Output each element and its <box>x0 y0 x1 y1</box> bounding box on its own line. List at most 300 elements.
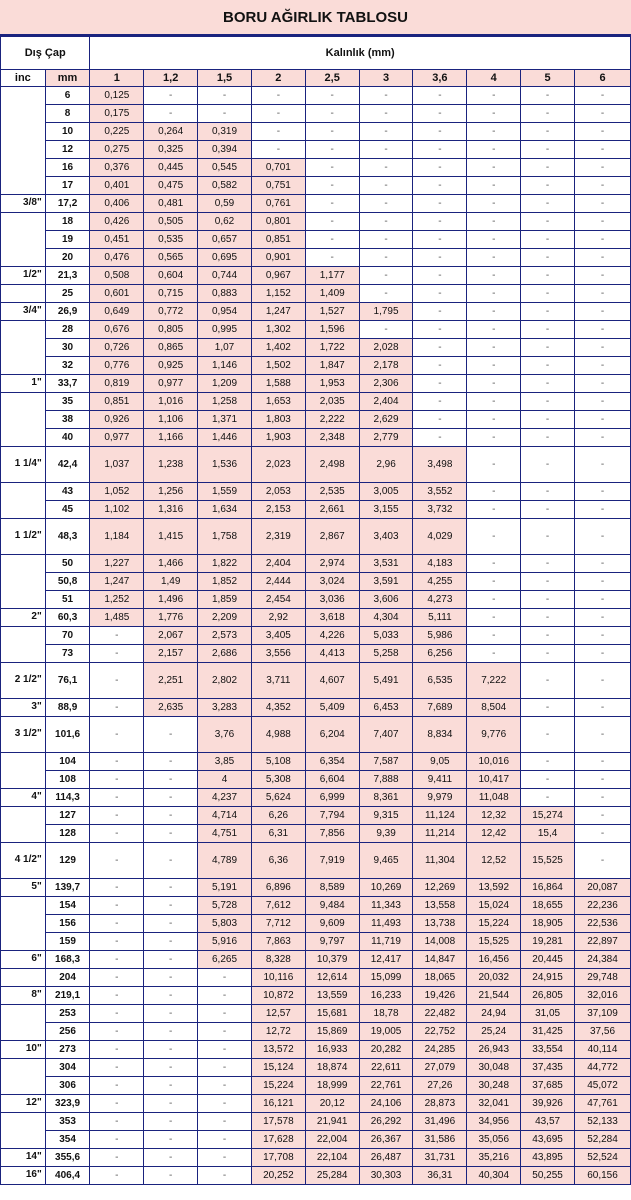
table-row <box>1 87 631 105</box>
weight-cell: 0,954 <box>198 303 252 321</box>
mm-size-cell: 353 <box>45 1113 90 1131</box>
weight-cell: - <box>90 1113 144 1131</box>
weight-cell: 21,544 <box>467 987 521 1005</box>
mm-size-cell: 256 <box>45 1023 90 1041</box>
weight-cell: 6,896 <box>251 879 305 897</box>
weight-cell: - <box>575 717 631 753</box>
weight-table <box>0 36 631 1185</box>
weight-cell: - <box>90 1077 144 1095</box>
mm-size-cell: 219,1 <box>45 987 90 1005</box>
weight-cell: 15,4 <box>521 825 575 843</box>
weight-cell: 31,425 <box>521 1023 575 1041</box>
weight-cell: 8,361 <box>359 789 413 807</box>
weight-cell: 15,099 <box>359 969 413 987</box>
weight-cell: - <box>521 591 575 609</box>
mm-size-cell: 8 <box>45 105 90 123</box>
weight-cell: 5,033 <box>359 627 413 645</box>
weight-cell: - <box>521 429 575 447</box>
weight-cell: 28,873 <box>413 1095 467 1113</box>
mm-size-cell: 104 <box>45 753 90 771</box>
weight-cell: - <box>467 375 521 393</box>
weight-cell: 3,85 <box>198 753 252 771</box>
weight-cell: - <box>198 1113 252 1131</box>
weight-cell: 0,926 <box>90 411 144 429</box>
mm-size-cell: 168,3 <box>45 951 90 969</box>
weight-cell: 3,591 <box>359 573 413 591</box>
weight-cell: - <box>521 231 575 249</box>
weight-cell: 22,752 <box>413 1023 467 1041</box>
weight-cell: 0,865 <box>144 339 198 357</box>
mm-size-cell: 128 <box>45 825 90 843</box>
weight-cell: - <box>90 879 144 897</box>
weight-cell: - <box>413 339 467 357</box>
inch-size-cell <box>1 573 46 591</box>
weight-cell: 0,701 <box>251 159 305 177</box>
weight-cell: 8,328 <box>251 951 305 969</box>
inch-size-cell: 1/2" <box>1 267 46 285</box>
weight-cell: 11,214 <box>413 825 467 843</box>
weight-cell: - <box>359 195 413 213</box>
weight-cell: 7,689 <box>413 699 467 717</box>
weight-cell: 4,607 <box>305 663 359 699</box>
weight-cell: 0,695 <box>198 249 252 267</box>
weight-cell: 21,941 <box>305 1113 359 1131</box>
weight-cell: 1,177 <box>305 267 359 285</box>
table-row <box>1 951 631 969</box>
weight-cell: - <box>521 753 575 771</box>
weight-cell: - <box>198 1005 252 1023</box>
inch-size-cell <box>1 771 46 789</box>
table-row <box>1 375 631 393</box>
weight-cell: 16,933 <box>305 1041 359 1059</box>
thickness-column-header: 6 <box>575 70 631 87</box>
weight-cell: 15,224 <box>251 1077 305 1095</box>
weight-cell: 34,956 <box>467 1113 521 1131</box>
inch-column-header: inc <box>1 70 46 87</box>
weight-cell: - <box>198 1167 252 1185</box>
weight-cell: 3,005 <box>359 483 413 501</box>
weight-cell: 12,269 <box>413 879 467 897</box>
weight-cell: - <box>521 267 575 285</box>
weight-cell: - <box>359 87 413 105</box>
weight-cell: 9,05 <box>413 753 467 771</box>
weight-cell: 6,36 <box>251 843 305 879</box>
weight-cell: 0,761 <box>251 195 305 213</box>
weight-cell: 0,59 <box>198 195 252 213</box>
weight-cell: - <box>521 123 575 141</box>
weight-cell: 9,776 <box>467 717 521 753</box>
weight-cell: 0,476 <box>90 249 144 267</box>
weight-cell: 1,302 <box>251 321 305 339</box>
weight-cell: - <box>575 447 631 483</box>
weight-cell: 15,224 <box>467 915 521 933</box>
weight-cell: 2,629 <box>359 411 413 429</box>
weight-cell: 15,024 <box>467 897 521 915</box>
table-row <box>1 987 631 1005</box>
weight-cell: 2,686 <box>198 645 252 663</box>
weight-cell: 12,52 <box>467 843 521 879</box>
mm-size-cell: 6 <box>45 87 90 105</box>
thickness-column-header: 3,6 <box>413 70 467 87</box>
weight-cell: 1,496 <box>144 591 198 609</box>
weight-cell: 37,109 <box>575 1005 631 1023</box>
weight-cell: 4,413 <box>305 645 359 663</box>
weight-cell: 1,316 <box>144 501 198 519</box>
inch-size-cell <box>1 897 46 915</box>
mm-size-cell: 18 <box>45 213 90 231</box>
weight-cell: 0,744 <box>198 267 252 285</box>
weight-cell: - <box>575 393 631 411</box>
weight-cell: 18,655 <box>521 897 575 915</box>
weight-cell: 0,819 <box>90 375 144 393</box>
weight-cell: - <box>251 87 305 105</box>
weight-cell: - <box>575 663 631 699</box>
thickness-column-header: 2 <box>251 70 305 87</box>
weight-cell: 22,897 <box>575 933 631 951</box>
weight-cell: 1,402 <box>251 339 305 357</box>
weight-cell: 1,184 <box>90 519 144 555</box>
weight-cell: 2,444 <box>251 573 305 591</box>
weight-cell: 20,12 <box>305 1095 359 1113</box>
mm-size-cell: 42,4 <box>45 447 90 483</box>
weight-cell: - <box>90 1041 144 1059</box>
mm-size-cell: 25 <box>45 285 90 303</box>
weight-cell: 1,559 <box>198 483 252 501</box>
weight-cell: - <box>413 411 467 429</box>
weight-cell: 1,795 <box>359 303 413 321</box>
weight-cell: - <box>144 1059 198 1077</box>
weight-cell: 15,869 <box>305 1023 359 1041</box>
weight-cell: 40,304 <box>467 1167 521 1185</box>
weight-cell: - <box>251 141 305 159</box>
mm-size-cell: 73 <box>45 645 90 663</box>
mm-size-cell: 43 <box>45 483 90 501</box>
weight-cell: - <box>144 843 198 879</box>
weight-cell: 1,803 <box>251 411 305 429</box>
weight-cell: 0,805 <box>144 321 198 339</box>
weight-cell: 18,78 <box>359 1005 413 1023</box>
table-row <box>1 807 631 825</box>
weight-cell: - <box>467 195 521 213</box>
inch-size-cell <box>1 753 46 771</box>
weight-cell: - <box>413 213 467 231</box>
weight-cell: 47,761 <box>575 1095 631 1113</box>
weight-cell: - <box>575 177 631 195</box>
weight-cell: 1,859 <box>198 591 252 609</box>
weight-cell: - <box>575 501 631 519</box>
weight-cell: 0,565 <box>144 249 198 267</box>
weight-cell: - <box>90 789 144 807</box>
weight-cell: 1,106 <box>144 411 198 429</box>
weight-cell: 5,409 <box>305 699 359 717</box>
weight-cell: - <box>144 1095 198 1113</box>
table-row <box>1 555 631 573</box>
mm-size-cell: 40 <box>45 429 90 447</box>
weight-cell: 6,204 <box>305 717 359 753</box>
table-row <box>1 357 631 375</box>
weight-cell: 13,559 <box>305 987 359 1005</box>
weight-cell: 26,943 <box>467 1041 521 1059</box>
weight-cell: 20,032 <box>467 969 521 987</box>
weight-cell: - <box>144 915 198 933</box>
weight-cell: 22,004 <box>305 1131 359 1149</box>
weight-cell: - <box>575 123 631 141</box>
weight-cell: 31,496 <box>413 1113 467 1131</box>
weight-cell: 1,166 <box>144 429 198 447</box>
thickness-column-header: 5 <box>521 70 575 87</box>
weight-cell: 0,751 <box>251 177 305 195</box>
inch-size-cell <box>1 249 46 267</box>
weight-cell: 7,794 <box>305 807 359 825</box>
weight-cell: - <box>359 105 413 123</box>
weight-cell: - <box>575 699 631 717</box>
weight-cell: - <box>144 753 198 771</box>
weight-cell: - <box>90 951 144 969</box>
weight-cell: 0,883 <box>198 285 252 303</box>
weight-cell: 5,308 <box>251 771 305 789</box>
weight-cell: - <box>521 339 575 357</box>
weight-cell: - <box>305 195 359 213</box>
table-row <box>1 1041 631 1059</box>
table-row <box>1 879 631 897</box>
weight-cell: - <box>467 483 521 501</box>
table-row <box>1 825 631 843</box>
table-row <box>1 897 631 915</box>
weight-cell: - <box>521 645 575 663</box>
table-row <box>1 249 631 267</box>
weight-cell: 4,751 <box>198 825 252 843</box>
table-row <box>1 123 631 141</box>
weight-cell: 22,761 <box>359 1077 413 1095</box>
inch-size-cell: 14" <box>1 1149 46 1167</box>
weight-cell: - <box>521 249 575 267</box>
weight-cell: - <box>575 627 631 645</box>
weight-cell: - <box>144 789 198 807</box>
weight-cell: - <box>575 195 631 213</box>
weight-cell: 1,415 <box>144 519 198 555</box>
weight-cell: - <box>467 591 521 609</box>
inch-size-cell: 3 1/2" <box>1 717 46 753</box>
weight-cell: 18,999 <box>305 1077 359 1095</box>
weight-cell: 26,805 <box>521 987 575 1005</box>
weight-cell: 4 <box>198 771 252 789</box>
weight-cell: 1,258 <box>198 393 252 411</box>
inch-size-cell <box>1 1131 46 1149</box>
weight-cell: 7,919 <box>305 843 359 879</box>
weight-cell: 26,367 <box>359 1131 413 1149</box>
weight-cell: - <box>521 609 575 627</box>
inch-size-cell: 10" <box>1 1041 46 1059</box>
weight-cell: 1,247 <box>251 303 305 321</box>
mm-column-header: mm <box>45 70 90 87</box>
weight-cell: 0,505 <box>144 213 198 231</box>
weight-cell: 26,292 <box>359 1113 413 1131</box>
mm-size-cell: 323,9 <box>45 1095 90 1113</box>
weight-cell: 22,236 <box>575 897 631 915</box>
weight-cell: - <box>467 303 521 321</box>
mm-size-cell: 354 <box>45 1131 90 1149</box>
weight-cell: - <box>198 969 252 987</box>
table-row <box>1 447 631 483</box>
weight-cell: - <box>144 105 198 123</box>
thickness-column-header: 4 <box>467 70 521 87</box>
weight-cell: 0,649 <box>90 303 144 321</box>
weight-cell: 1,238 <box>144 447 198 483</box>
mm-size-cell: 273 <box>45 1041 90 1059</box>
weight-cell: 13,738 <box>413 915 467 933</box>
weight-cell: 14,847 <box>413 951 467 969</box>
inch-size-cell <box>1 1059 46 1077</box>
weight-cell: 7,712 <box>251 915 305 933</box>
inch-size-cell <box>1 1077 46 1095</box>
weight-cell: - <box>467 447 521 483</box>
weight-cell: - <box>521 195 575 213</box>
mm-size-cell: 304 <box>45 1059 90 1077</box>
weight-cell: 7,407 <box>359 717 413 753</box>
weight-cell: 0,508 <box>90 267 144 285</box>
table-row <box>1 933 631 951</box>
inch-size-cell <box>1 285 46 303</box>
weight-cell: 0,426 <box>90 213 144 231</box>
weight-cell: 0,772 <box>144 303 198 321</box>
inch-size-cell: 4 1/2" <box>1 843 46 879</box>
weight-cell: 0,851 <box>251 231 305 249</box>
weight-cell: - <box>521 573 575 591</box>
weight-cell: 9,465 <box>359 843 413 879</box>
table-row <box>1 285 631 303</box>
weight-cell: 0,657 <box>198 231 252 249</box>
table-row <box>1 573 631 591</box>
weight-cell: 7,863 <box>251 933 305 951</box>
weight-cell: - <box>575 843 631 879</box>
weight-cell: 17,578 <box>251 1113 305 1131</box>
weight-cell: 4,029 <box>413 519 467 555</box>
table-row <box>1 303 631 321</box>
weight-cell: 12,72 <box>251 1023 305 1041</box>
inch-size-cell <box>1 87 46 105</box>
weight-cell: - <box>90 1167 144 1185</box>
weight-cell: - <box>90 1005 144 1023</box>
weight-cell: - <box>90 717 144 753</box>
weight-cell: - <box>198 1041 252 1059</box>
table-row <box>1 609 631 627</box>
weight-cell: - <box>144 897 198 915</box>
mm-size-cell: 306 <box>45 1077 90 1095</box>
weight-cell: - <box>90 843 144 879</box>
mm-size-cell: 12 <box>45 141 90 159</box>
weight-cell: - <box>198 1077 252 1095</box>
inch-size-cell: 1" <box>1 375 46 393</box>
weight-cell: 5,491 <box>359 663 413 699</box>
weight-cell: - <box>359 267 413 285</box>
inch-size-cell <box>1 141 46 159</box>
weight-cell: - <box>467 627 521 645</box>
weight-cell: - <box>413 141 467 159</box>
mm-size-cell: 156 <box>45 915 90 933</box>
weight-cell: 2,661 <box>305 501 359 519</box>
weight-cell: 0,445 <box>144 159 198 177</box>
weight-cell: - <box>413 123 467 141</box>
inch-size-cell <box>1 555 46 573</box>
table-row <box>1 411 631 429</box>
weight-cell: 3,405 <box>251 627 305 645</box>
weight-cell: - <box>359 159 413 177</box>
weight-cell: 20,087 <box>575 879 631 897</box>
inch-size-cell: 2" <box>1 609 46 627</box>
weight-cell: 52,524 <box>575 1149 631 1167</box>
weight-cell: 1,634 <box>198 501 252 519</box>
weight-cell: 25,284 <box>305 1167 359 1185</box>
weight-cell: - <box>467 339 521 357</box>
mm-size-cell: 51 <box>45 591 90 609</box>
weight-cell: 2,404 <box>251 555 305 573</box>
weight-cell: - <box>521 303 575 321</box>
weight-cell: 9,797 <box>305 933 359 951</box>
table-row <box>1 1113 631 1131</box>
weight-cell: - <box>575 555 631 573</box>
weight-cell: - <box>305 249 359 267</box>
weight-cell: - <box>467 159 521 177</box>
weight-cell: 30,303 <box>359 1167 413 1185</box>
weight-cell: - <box>467 411 521 429</box>
weight-cell: 0,901 <box>251 249 305 267</box>
weight-cell: - <box>575 141 631 159</box>
weight-cell: - <box>521 357 575 375</box>
page-title: BORU AĞIRLIK TABLOSU <box>0 0 631 36</box>
weight-cell: - <box>144 987 198 1005</box>
weight-cell: - <box>521 159 575 177</box>
weight-cell: 1,653 <box>251 393 305 411</box>
weight-cell: 37,56 <box>575 1023 631 1041</box>
weight-cell: 6,265 <box>198 951 252 969</box>
table-row <box>1 645 631 663</box>
thickness-header: Kalınlık (mm) <box>90 37 631 70</box>
weight-cell: 16,121 <box>251 1095 305 1113</box>
weight-cell: 1,016 <box>144 393 198 411</box>
weight-cell: - <box>521 285 575 303</box>
weight-cell: 40,114 <box>575 1041 631 1059</box>
mm-size-cell: 139,7 <box>45 879 90 897</box>
weight-cell: 2,153 <box>251 501 305 519</box>
weight-cell: - <box>90 627 144 645</box>
weight-cell: 5,191 <box>198 879 252 897</box>
weight-cell: 12,614 <box>305 969 359 987</box>
weight-cell: 18,874 <box>305 1059 359 1077</box>
weight-cell: - <box>467 519 521 555</box>
weight-cell: 8,504 <box>467 699 521 717</box>
weight-cell: 0,676 <box>90 321 144 339</box>
weight-cell: 3,618 <box>305 609 359 627</box>
weight-cell: 1,466 <box>144 555 198 573</box>
weight-cell: 3,283 <box>198 699 252 717</box>
weight-cell: 0,319 <box>198 123 252 141</box>
weight-cell: - <box>521 321 575 339</box>
weight-cell: 2,053 <box>251 483 305 501</box>
weight-cell: - <box>575 339 631 357</box>
weight-cell: - <box>144 969 198 987</box>
weight-cell: 10,269 <box>359 879 413 897</box>
inch-size-cell <box>1 357 46 375</box>
weight-cell: 0,394 <box>198 141 252 159</box>
mm-size-cell: 16 <box>45 159 90 177</box>
weight-cell: 2,306 <box>359 375 413 393</box>
weight-cell: 4,183 <box>413 555 467 573</box>
table-row <box>1 915 631 933</box>
weight-cell: - <box>467 123 521 141</box>
mm-size-cell: 45 <box>45 501 90 519</box>
weight-cell: - <box>144 951 198 969</box>
weight-cell: 1,152 <box>251 285 305 303</box>
